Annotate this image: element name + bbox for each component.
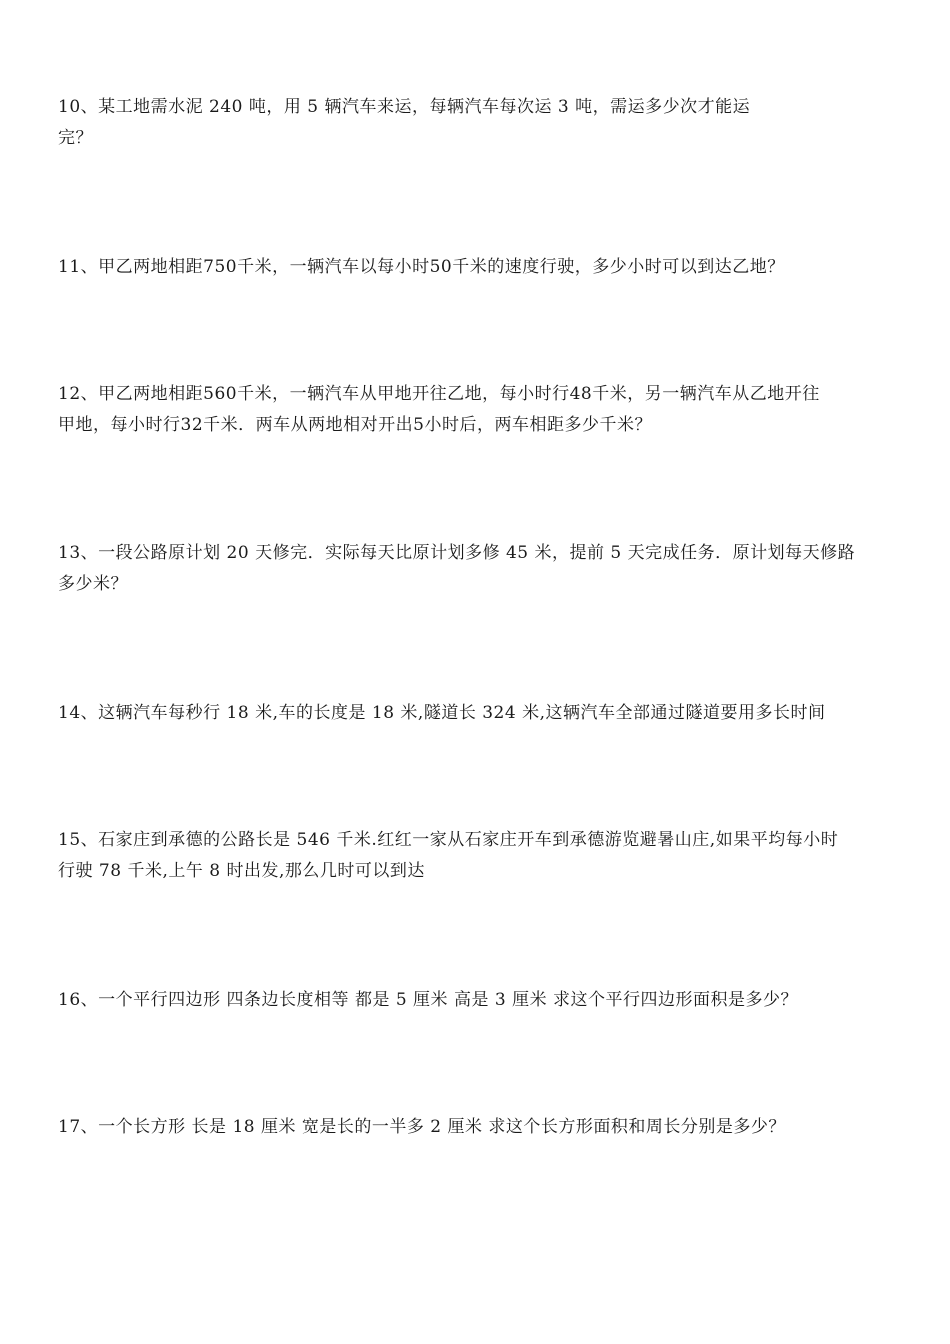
problem-11 <box>58 252 918 283</box>
problem-15-line-1: 15、石家庄到承德的公路长是 546 千米.红红一家从石家庄开车到承德游览避暑山庄,如果平均每小时 <box>58 830 839 850</box>
problem-10-line-1: 10、某工地需水泥 240 吨，用 5 辆汽车来运，每辆汽车每次运 3 吨，需运多少次才能运 <box>58 97 751 117</box>
problem-13-line-1: 13、一段公路原计划 20 天修完．实际每天比原计划多修 45 米，提前 5 天完成任务．原计划每天修路 <box>58 543 856 563</box>
problem-13-line-2: 多少米？ <box>58 574 128 594</box>
problem-14-line-1: 14、这辆汽车每秒行 18 米,车的长度是 18 米,隧道长 324 米,这辆汽车全部通过隧道要用多长时间 <box>58 703 826 723</box>
problem-12-line-1: 12、甲乙两地相距560千米，一辆汽车从甲地开往乙地，每小时行48千米，另一辆汽车从乙地开往 <box>58 384 820 404</box>
problem-16-line-1: 16、一个平行四边形 四条边长度相等 都是 5 厘米 高是 3 厘米 求这个平行四边形面积是多少？ <box>58 990 798 1010</box>
problem-10 <box>58 92 918 154</box>
problem-17-line-1: 17、一个长方形 长是 18 厘米 宽是长的一半多 2 厘米 求这个长方形面积和周长分别是多少？ <box>58 1117 786 1137</box>
problem-12-line-2: 甲地，每小时行32千米．两车从两地相对开出5小时后，两车相距多少千米？ <box>58 415 652 435</box>
problem-17 <box>58 1112 918 1143</box>
problem-15-line-2: 行驶 78 千米,上午 8 时出发,那么几时可以到达 <box>58 861 425 881</box>
problem-13 <box>58 538 918 600</box>
problem-10-line-2: 完？ <box>58 128 93 148</box>
problem-14 <box>58 698 918 729</box>
problem-11-line-1: 11、甲乙两地相距750千米，一辆汽车以每小时50千米的速度行驶，多少小时可以到达乙地？ <box>58 257 785 277</box>
problem-15 <box>58 825 918 887</box>
problem-16 <box>58 985 918 1016</box>
problem-12 <box>58 379 918 441</box>
